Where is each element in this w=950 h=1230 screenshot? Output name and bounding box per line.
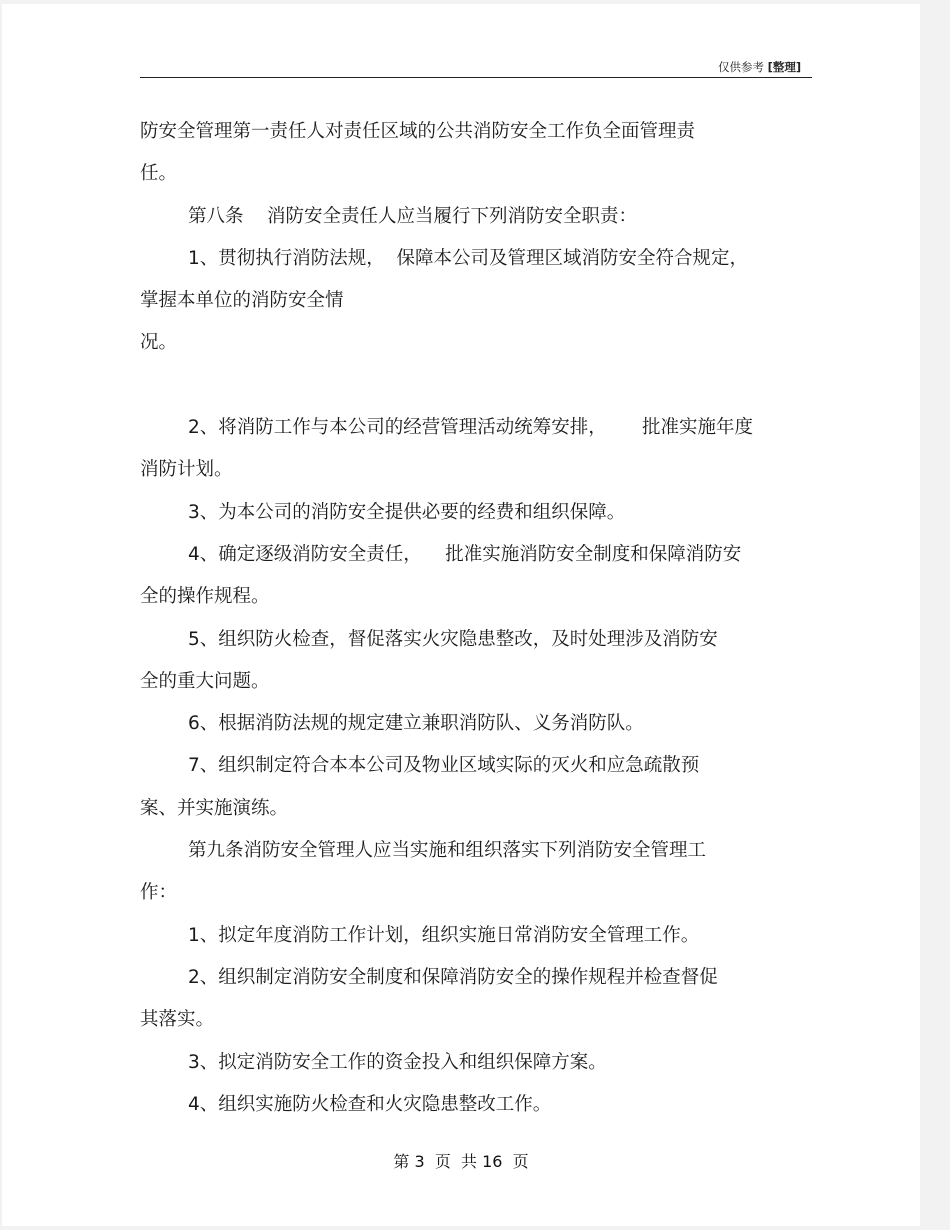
- body-line: 2、将消防工作与本公司的经营管理活动统筹安排， 批准实施年度: [188, 417, 754, 439]
- body-line: 消防计划。: [140, 459, 233, 481]
- body-line: 全的重大问题。: [140, 670, 270, 692]
- body-line: 3、拟定消防安全工作的资金投入和组织保障方案。: [188, 1051, 607, 1073]
- body-line: 4、确定逐级消防安全责任， 批准实施消防安全制度和保障消防安: [188, 543, 742, 565]
- document-page: [2, 4, 920, 1226]
- body-line: 其落实。: [140, 1009, 215, 1031]
- body-line: 3、为本公司的消防安全提供必要的经费和组织保障。: [188, 501, 626, 523]
- blank-line: [140, 365, 812, 407]
- article-heading: 第九条消防安全管理人应当实施和组织落实下列消防安全管理工: [188, 840, 707, 862]
- body-text: [140, 111, 812, 1126]
- page-number-footer: 第 3 页 共 16 页: [393, 1152, 529, 1171]
- body-line: 5、组织防火检查，督促落实火灾隐患整改，及时处理涉及消防安: [188, 628, 718, 650]
- body-line: 作：: [140, 882, 178, 904]
- body-line: 6、根据消防法规的规定建立兼职消防队、义务消防队。: [188, 713, 644, 735]
- header-note-tag: [整理]: [767, 60, 802, 74]
- body-line: 1、贯彻执行消防法规， 保障本公司及管理区域消防安全符合规定，: [188, 247, 749, 269]
- body-line: 任。: [140, 163, 178, 185]
- body-line: 防安全管理第一责任人对责任区域的公共消防安全工作负全面管理责: [140, 121, 696, 142]
- header-note-text: 仅供参考: [718, 60, 764, 74]
- body-line: 掌握本单位的消防安全情: [140, 290, 344, 312]
- article-heading: 第八条 消防安全责任人应当履行下列消防安全职责：: [188, 205, 638, 227]
- body-line: 4、组织实施防火检查和火灾隐患整改工作。: [188, 1093, 552, 1115]
- body-line: 案、并实施演练。: [140, 797, 289, 819]
- body-line: 全的操作规程。: [140, 586, 270, 608]
- header-rule: [140, 77, 812, 78]
- body-line: 7、组织制定符合本本公司及物业区域实际的灭火和应急疏散预: [188, 755, 700, 777]
- body-line: 况。: [140, 332, 178, 354]
- header-note: [718, 59, 801, 75]
- body-line: 1、拟定年度消防工作计划，组织实施日常消防安全管理工作。: [188, 924, 700, 946]
- body-line: 2、组织制定消防安全制度和保障消防安全的操作规程并检查督促: [188, 966, 718, 988]
